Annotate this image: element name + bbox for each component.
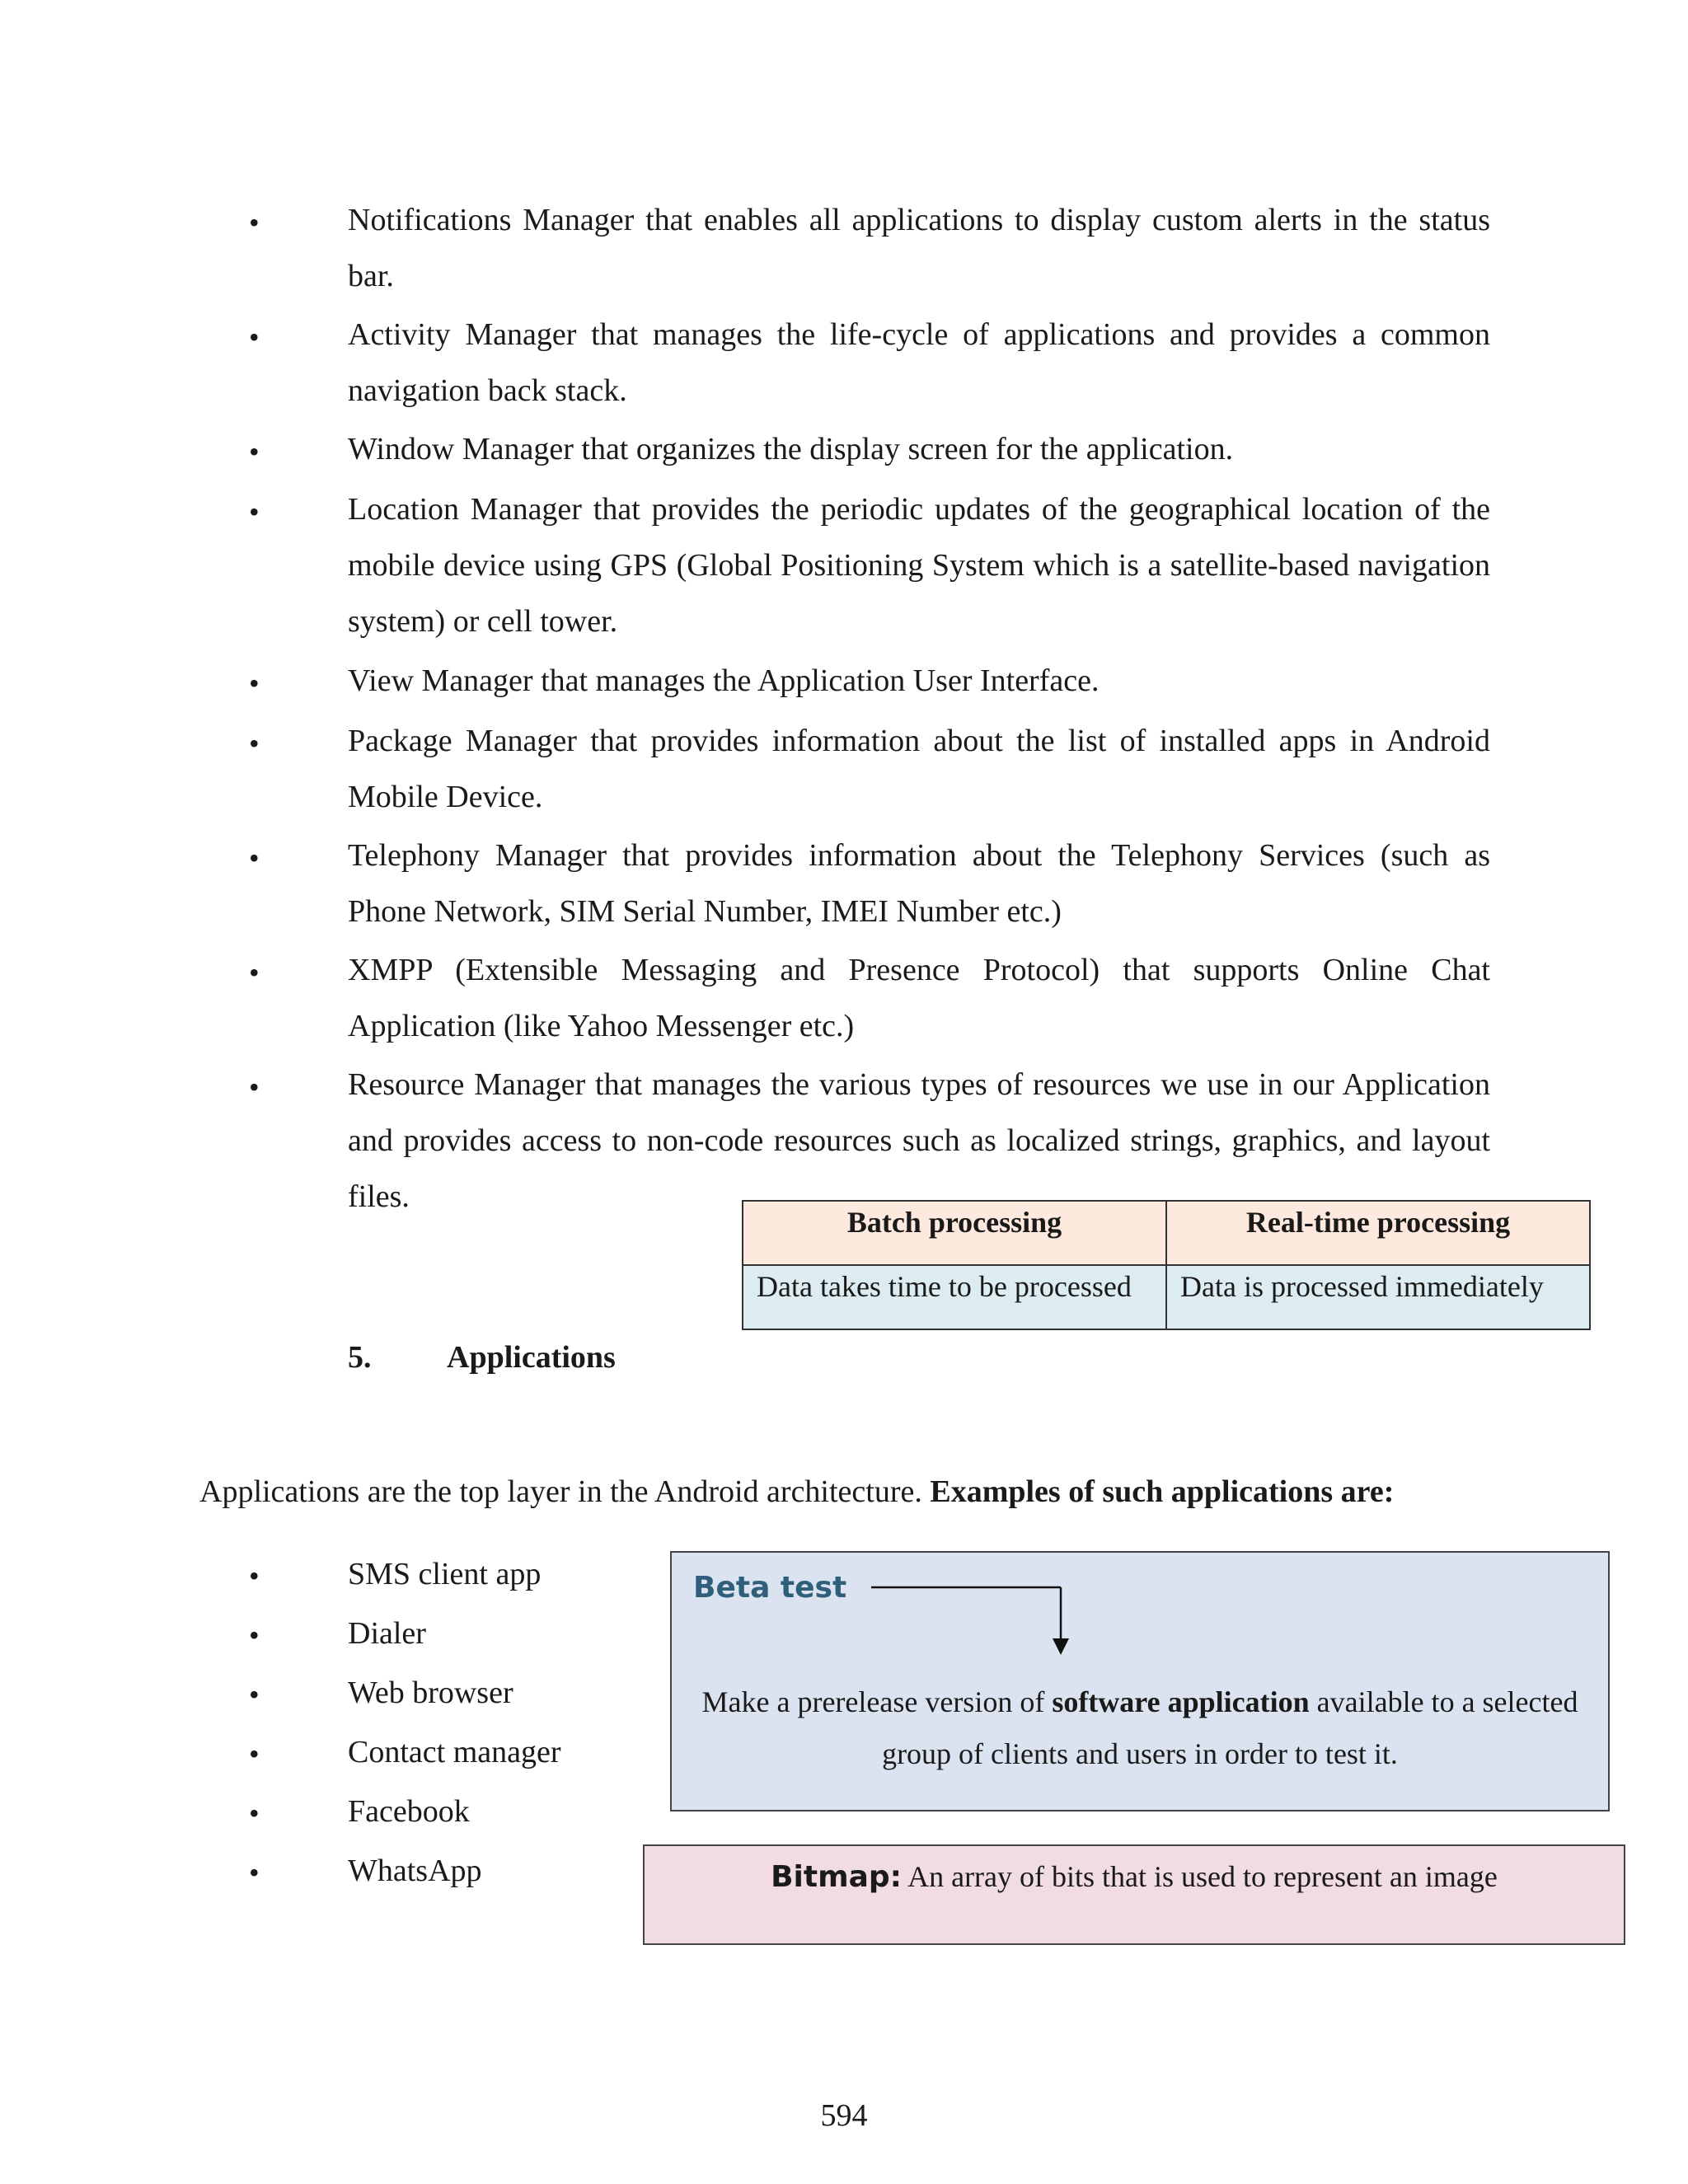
intro-bold-text: Examples of such applications are: <box>930 1474 1395 1509</box>
section-number: 5. <box>348 1340 372 1375</box>
list-item-view-manager: View Manager that manages the Application User Interface. <box>348 663 1100 698</box>
bullet-marker: • <box>249 435 260 468</box>
section-title: Applications <box>447 1340 616 1375</box>
bullet-marker: • <box>249 1737 260 1770</box>
bullet-marker: • <box>249 1071 260 1104</box>
bullet-marker: • <box>249 1619 260 1652</box>
bullet-marker: • <box>249 1678 260 1711</box>
bullet-marker: • <box>249 841 260 874</box>
beta-test-title: Beta test <box>693 1571 847 1605</box>
beta-test-definition: Make a prerelease version of software application available to a selected group of clients and users in order to test it. <box>701 1685 1578 1770</box>
bullet-marker: • <box>249 1856 260 1889</box>
list-item-xmpp: XMPP (Extensible Messaging and Presence Protocol) that supports Online Chat Application (like Yahoo Messenger etc.) <box>348 953 1490 1043</box>
list-item: SMS client app <box>348 1557 542 1591</box>
list-item: Facebook <box>348 1794 470 1829</box>
table-header-cell: Batch processing <box>743 1201 1166 1265</box>
list-item-notifications-manager: Notifications Manager that enables all applications to display custom alerts in the status bar. <box>348 203 1490 293</box>
table-header-row <box>743 1201 1590 1265</box>
list-item-location-manager: Location Manager that provides the periodic updates of the geographical location of the mobile device using GPS (Global Positioning System which is a satellite-based navigation system) or cell tower. <box>348 492 1490 639</box>
table-cell: Data is processed immediately <box>1166 1265 1590 1329</box>
bullet-marker: • <box>249 1559 260 1592</box>
intro-text: Applications are the top layer in the Android architecture. <box>199 1474 931 1509</box>
bullet-marker: • <box>249 667 260 700</box>
list-item-window-manager: Window Manager that organizes the display screen for the application. <box>348 432 1234 466</box>
bullet-marker: • <box>249 727 260 760</box>
list-item-activity-manager: Activity Manager that manages the life-cycle of applications and provides a common navigation back stack. <box>348 317 1490 408</box>
list-item: Contact manager <box>348 1735 561 1769</box>
bullet-marker: • <box>249 956 260 989</box>
applications-intro <box>199 1474 1394 1510</box>
list-item-package-manager: Package Manager that provides information about the list of installed apps in Android Mobile Device. <box>348 724 1490 814</box>
list-item-telephony-manager: Telephony Manager that provides information about the Telephony Services (such as Phone Network, SIM Serial Number, IMEI Number etc.) <box>348 838 1490 929</box>
list-item: Web browser <box>348 1675 513 1710</box>
page-number: 594 <box>820 2098 868 2133</box>
list-item-resource-manager: Resource Manager that manages the various types of resources we use in our Application and provides access to non-code resources such as localized strings, graphics, and layout files. <box>348 1067 1490 1214</box>
bitmap-term: Bitmap: <box>771 1860 903 1894</box>
beta-test-callout <box>670 1551 1610 1811</box>
table-header-cell: Real-time processing <box>1166 1201 1590 1265</box>
bitmap-callout <box>643 1844 1625 1945</box>
list-item: WhatsApp <box>348 1854 482 1888</box>
bullet-marker: • <box>249 495 260 528</box>
bitmap-definition: An array of bits that is used to represent an image <box>902 1860 1498 1893</box>
bullet-marker: • <box>249 1797 260 1830</box>
table-row <box>743 1265 1590 1329</box>
bullet-marker: • <box>249 206 260 239</box>
list-item: Dialer <box>348 1616 426 1651</box>
table-cell: Data takes time to be processed <box>743 1265 1166 1329</box>
bullet-marker: • <box>249 321 260 354</box>
processing-comparison-table <box>742 1200 1591 1330</box>
